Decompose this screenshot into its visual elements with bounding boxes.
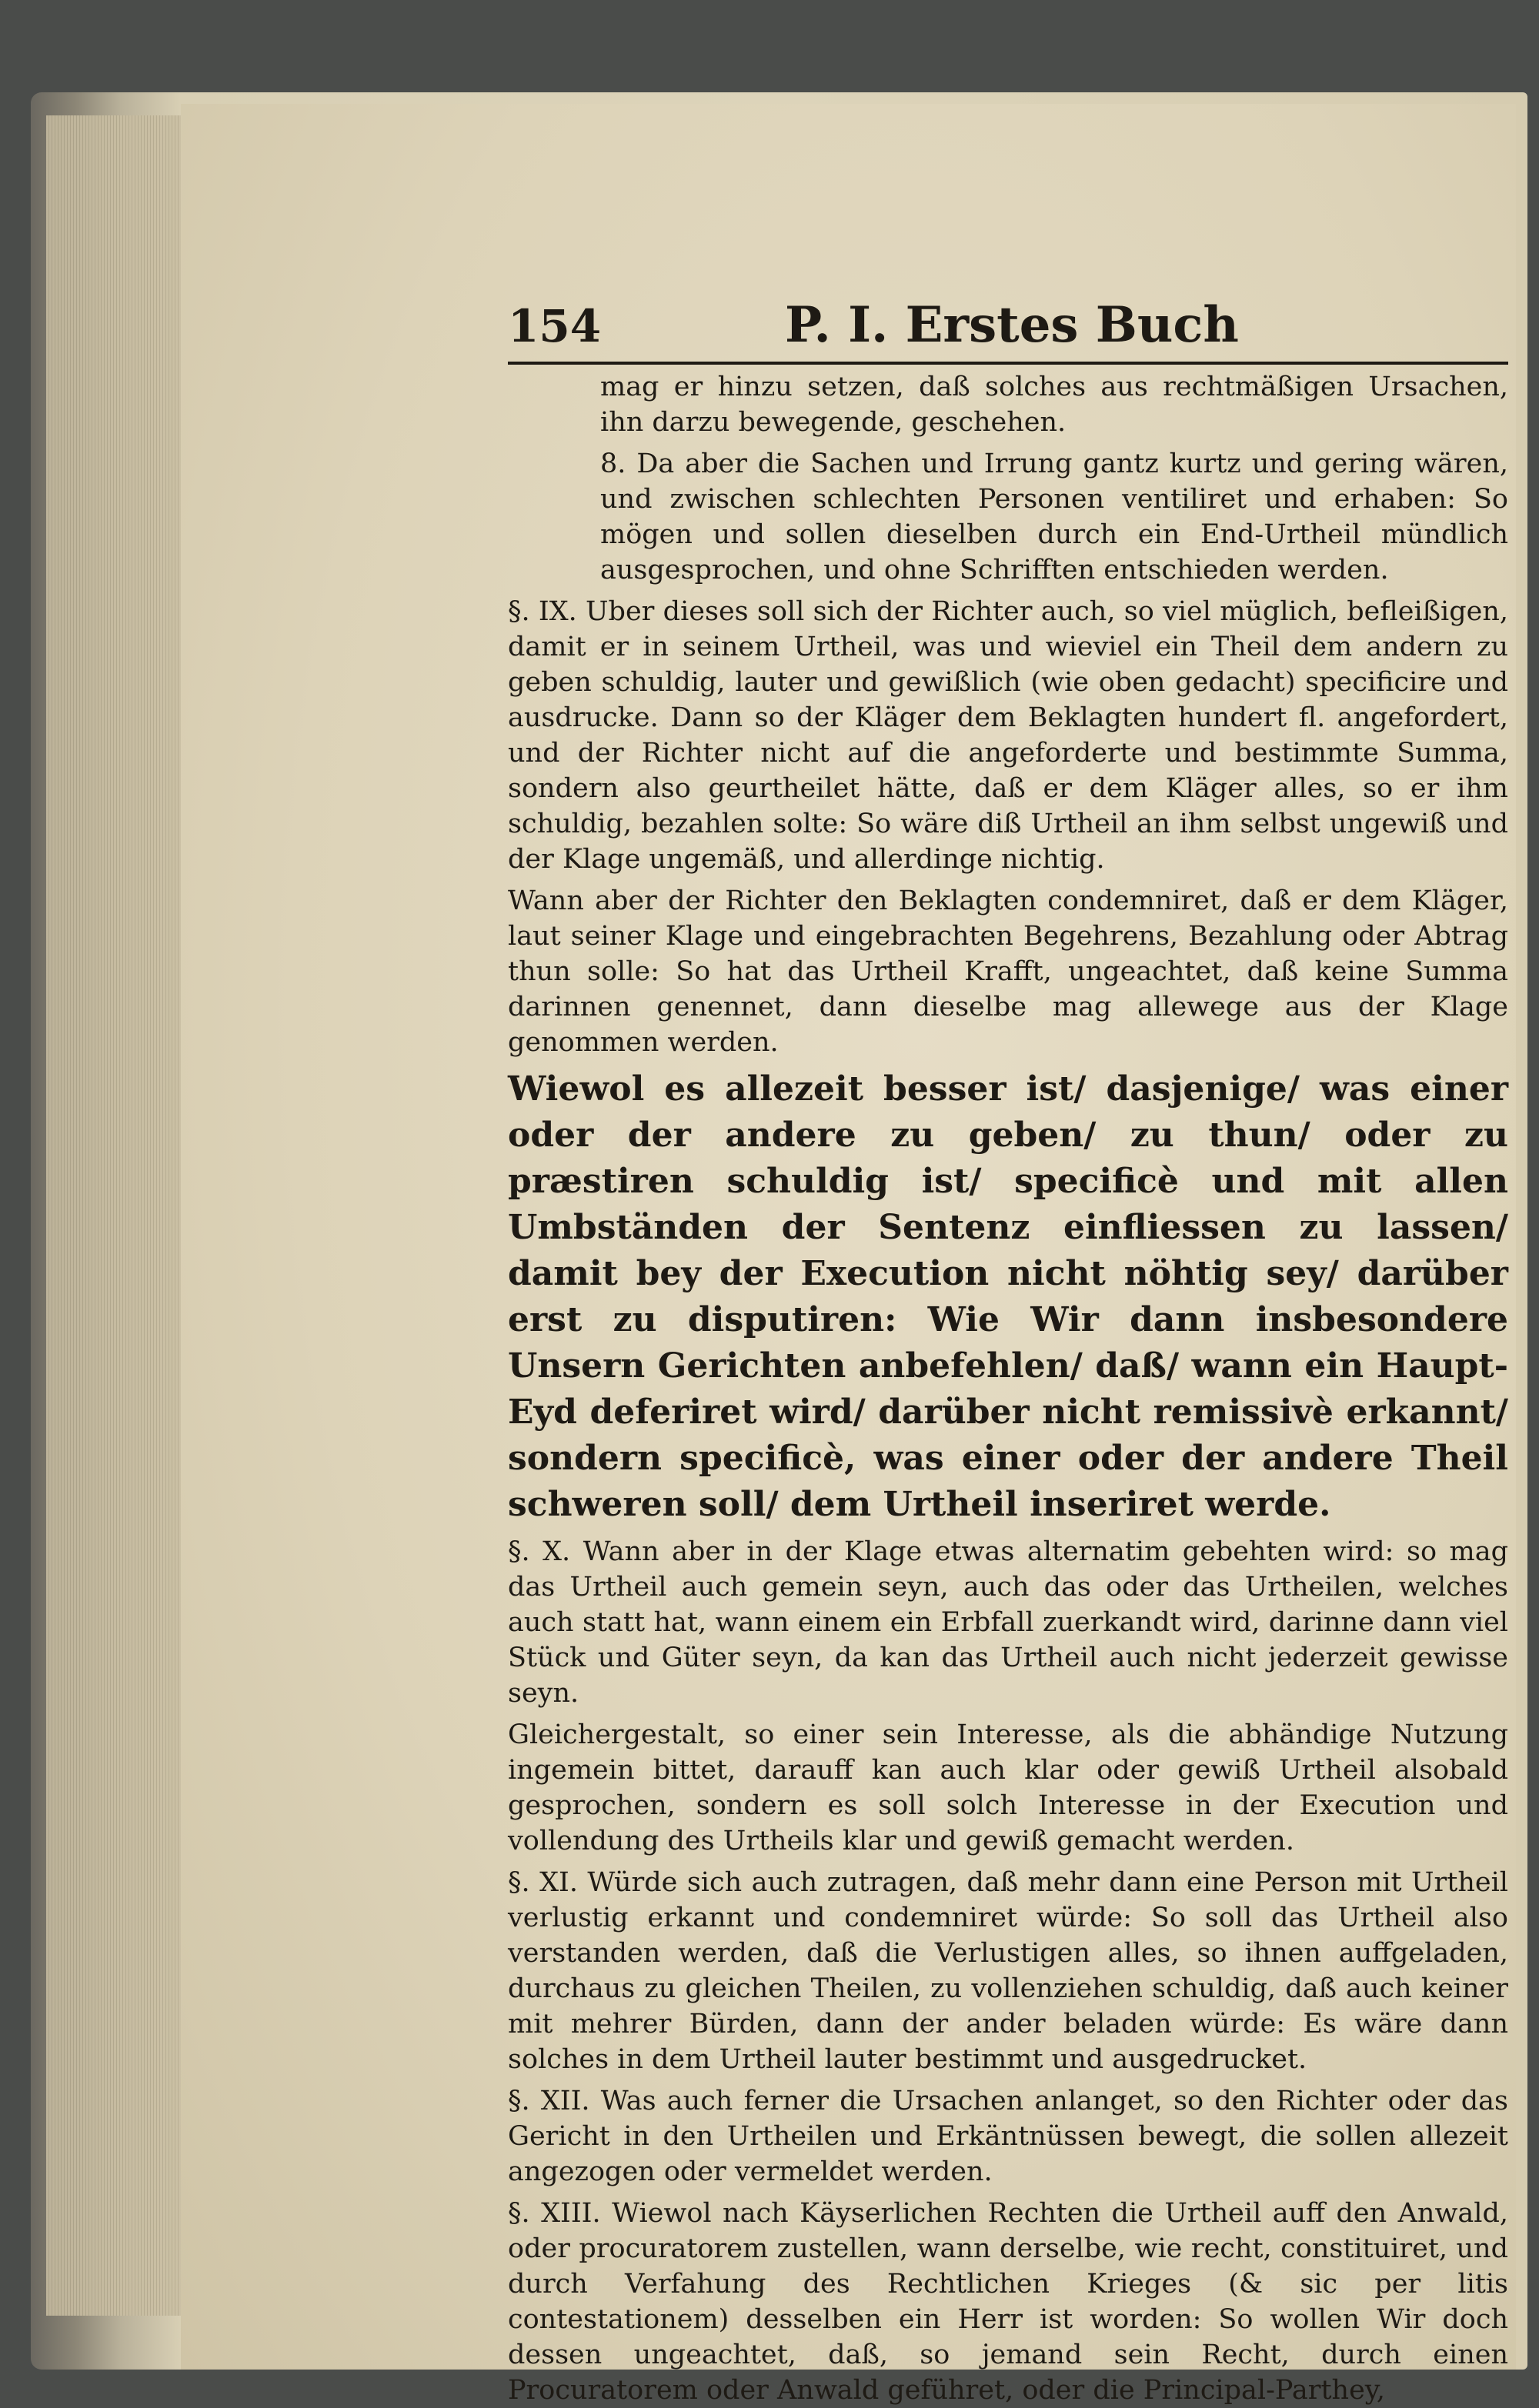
running-head: P. I. Erstes Buch — [785, 296, 1239, 354]
page-number: 154 — [508, 300, 602, 352]
paragraph-section-10: §. X. Wann aber in der Klage etwas alternatim gebehten wird: so mag das Urtheil auch gemein seyn, auch das oder das Urtheilen, welches auch statt hat, wann einem ein Erbfall zuerkandt wird, darinne dann viel Stück und Güter seyn, da kan das Urtheil auch nicht jederzeit gewisse seyn. — [508, 1536, 1508, 1709]
page-content — [508, 292, 1508, 2406]
paragraph-condemniret: Wann aber der Richter den Beklagten condemniret, daß er dem Kläger, laut seiner Klage und eingebrachten Begehrens, Bezahlung oder Abtrag thun solle: So hat das Urtheil Krafft, ungeachtet, daß keine Summa darinnen genennet, dann dieselbe mag allewege aus der Klage genommen werden. — [508, 885, 1508, 1058]
page-edges — [46, 115, 185, 2316]
paragraph-section-13: §. XIII. Wiewol nach Käyserlichen Rechten die Urtheil auff den Anwald, oder procuratorem zustellen, wann derselbe, wie recht, constituiret, und durch Verfahung des Rechtlichen Krieges (& sic per litis contestationem) desselben ein Herr ist worden: So wollen Wir doch dessen ungeachtet, daß, so jemand sein Recht, durch einen Procuratorem oder Anwald geführet, oder die Principal-Parthey, — [508, 2198, 1508, 2406]
paragraph-continuation: mag er hinzu setzen, daß solches aus rechtmäßigen Ursachen, ihn darzu bewegende, geschehen. — [600, 372, 1508, 438]
paragraph-section-9: §. IX. Uber dieses soll sich der Richter auch, so viel müglich, befleißigen, damit er in seinem Urtheil, was und wieviel ein Theil dem andern zu geben schuldig, lauter und gewißlich (wie oben gedacht) specificire und ausdrucke. Dann so der Kläger dem Beklagten hundert fl. angefordert, und der Richter nicht auf die angeforderte und bestimmte Summa, sondern also geurtheilet hätte, daß er dem Kläger alles, so er ihm schuldig, bezahlen solte: So wäre diß Urtheil an ihm selbst ungewiß und der Klage ungemäß, und allerdinge nichtig. — [508, 596, 1508, 875]
paragraph-interesse: Gleichergestalt, so einer sein Interesse, als die abhändige Nutzung ingemein bittet, darauff kan auch klar oder gewiß Urtheil alsobald gesprochen, sondern es soll solch Interesse in der Execution und vollendung des Urtheils klar und gewiß gemacht werden. — [508, 1719, 1508, 1856]
paragraph-section-12: §. XII. Was auch ferner die Ursachen anlanget, so den Richter oder das Gericht in den Urtheilen und Erkäntnüssen bewegt, die sollen allezeit angezogen oder vermeldet werden. — [508, 2086, 1508, 2187]
paragraph-8: 8. Da aber die Sachen und Irrung gantz kurtz und gering wären, und zwischen schlechten Personen ventiliret und erhaben: So mögen und sollen dieselben durch ein End-Urtheil mündlich ausgesprochen, und ohne Schrifften entschieden werden. — [600, 449, 1508, 585]
paragraph-addition-bold: Wiewol es allezeit besser ist/ dasjenige/ was einer oder der andere zu geben/ zu thun/ oder zu præstiren schuldig ist/ specificè und mit allen Umbständen der Sentenz einfliessen zu lassen/ damit bey der Execution nicht nöhtig sey/ darüber erst zu disputiren: Wie Wir dann insbesondere Unsern Gerichten anbefehlen/ daß/ wann ein Haupt-Eyd deferiret wird/ darüber nicht remissivè erkannt/ sondern specificè, was einer oder der andere Theil schweren soll/ dem Urtheil inseriret werde. — [508, 1069, 1508, 1524]
page-header — [508, 292, 1508, 365]
paragraph-section-11: §. XI. Würde sich auch zutragen, daß mehr dann eine Person mit Urtheil verlustig erkannt und condemniret würde: So soll das Urtheil also verstanden werden, daß die Verlustigen alles, so ihnen auffgeladen, durchaus zu gleichen Theilen, zu vollenziehen schuldig, daß auch keiner mit mehrer Bürden, dann der ander beladen würde: Es wäre dann solches in dem Urtheil lauter bestimmt und ausgedrucket. — [508, 1867, 1508, 2075]
body-text — [508, 369, 1508, 2408]
